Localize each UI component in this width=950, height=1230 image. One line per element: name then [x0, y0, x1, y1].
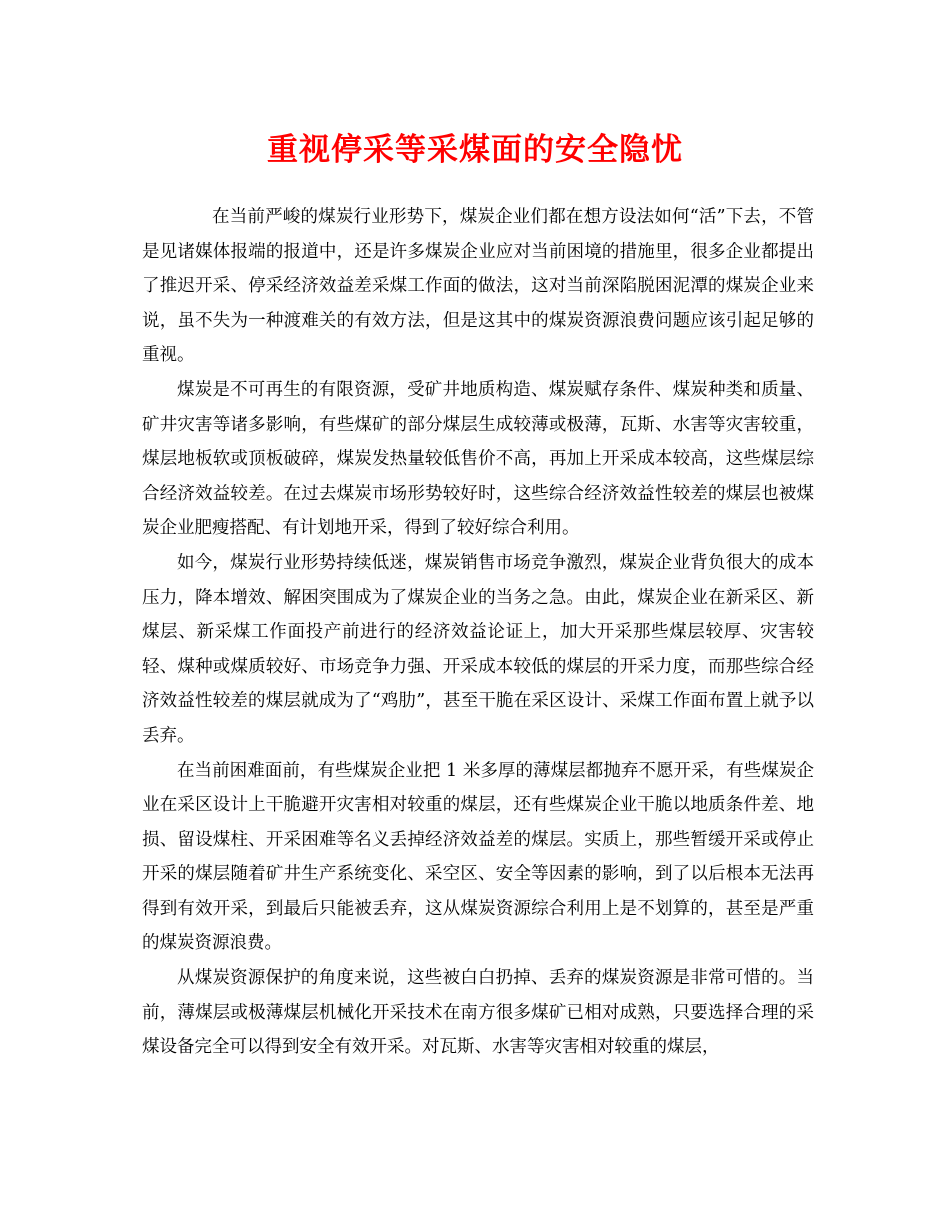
- paragraph-2: 煤炭是不可再生的有限资源，受矿井地质构造、煤炭赋存条件、煤炭种类和质量、矿井灾害等诸多影响，有些煤矿的部分煤层生成较薄或极薄，瓦斯、水害等灾害较重，煤层地板软或顶板破碎，煤炭发热量较低售价不高，再加上开采成本较高，这些煤层综合经济效益较差。在过去煤炭市场形势较好时，这些综合经济效益性较差的煤层也被煤炭企业肥瘦搭配、有计划地开采，得到了较好综合利用。: [142, 379, 814, 539]
- document-title: 重视停采等采煤面的安全隐忧: [267, 132, 683, 168]
- paragraph-1: 在当前严峻的煤炭行业形势下，煤炭企业们都在想方设法如何“活”下去，不管是见诸媒体报端的报道中，还是许多煤炭企业应对当前困境的措施里，很多企业都提出了推迟开采、停采经济效益差采煤工作面的做法，这对当前深陷脱困泥潭的煤炭企业来说，虽不失为一种渡难关的有效方法，但是这其中的煤炭资源浪费问题应该引起足够的重视。: [142, 207, 814, 366]
- paragraph-4: 在当前困难面前，有些煤炭企业把 1 米多厚的薄煤层都抛弃不愿开采，有些煤炭企业在采区设计上干脆避开灾害相对较重的煤层，还有些煤炭企业干脆以地质条件差、地损、留设煤柱、开采困难等名义丢掉经济效益差的煤层。实质上，那些暂缓开采或停止开采的煤层随着矿井生产系统变化、采空区、安全等因素的影响，到了以后根本无法再得到有效开采，到最后只能被丢弃，这从煤炭资源综合利用上是不划算的，甚至是严重的煤炭资源浪费。: [142, 760, 814, 954]
- paragraph-3: 如今，煤炭行业形势持续低迷，煤炭销售市场竞争激烈，煤炭企业背负很大的成本压力，降本增效、解困突围成为了煤炭企业的当务之急。由此，煤炭企业在新采区、新煤层、新采煤工作面投产前进行的经济效益论证上，加大开采那些煤层较厚、灾害较轻、煤种或煤质较好、市场竞争力强、开采成本较低的煤层的开采力度，而那些综合经济效益性较差的煤层就成为了“鸡肋”，甚至干脆在采区设计、采煤工作面布置上就予以丢弃。: [142, 552, 814, 746]
- paragraph-5: 从煤炭资源保护的角度来说，这些被白白扔掉、丢弃的煤炭资源是非常可惜的。当前，薄煤层或极薄煤层机械化开采技术在南方很多煤矿已相对成熟，只要选择合理的采煤设备完全可以得到安全有效开采。对瓦斯、水害等灾害相对较重的煤层，: [142, 968, 814, 1058]
- document-body: [142, 200, 814, 1065]
